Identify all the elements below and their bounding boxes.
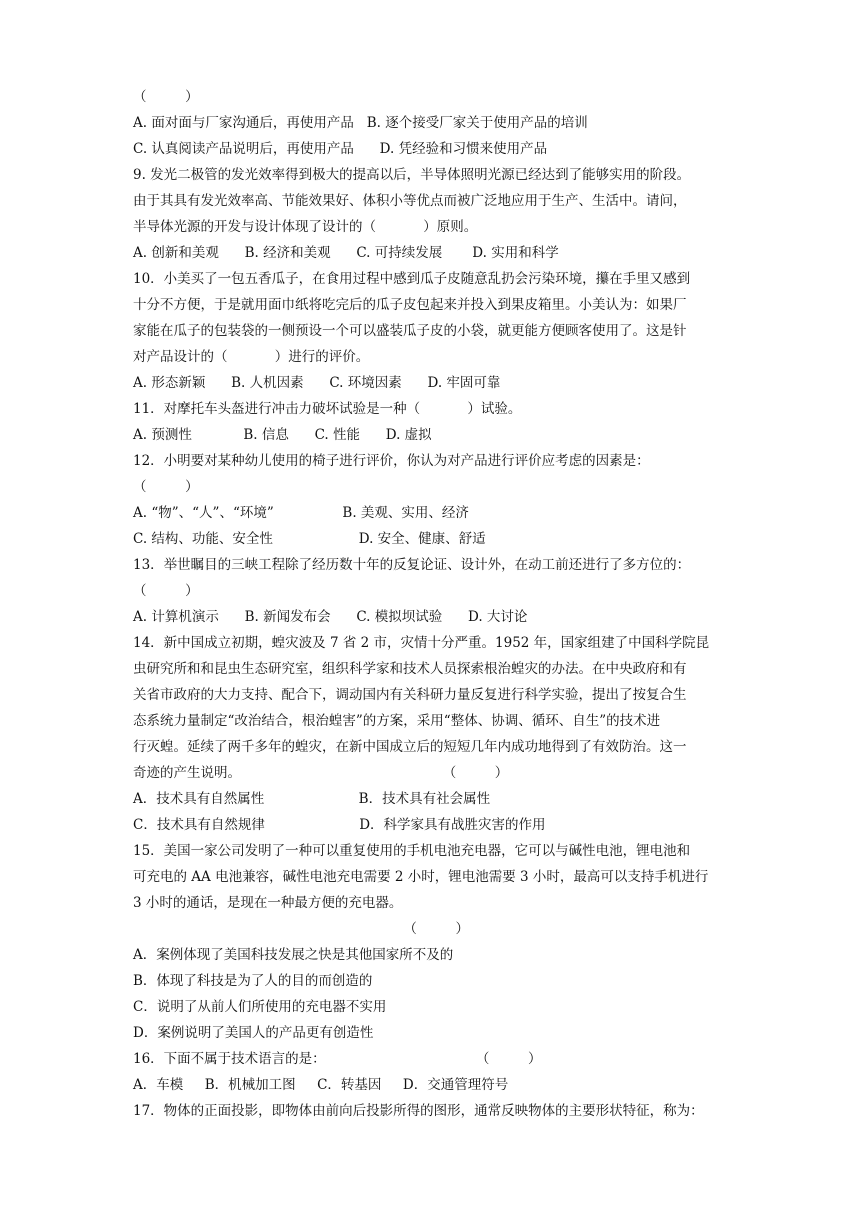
q15-option-d: D．案例说明了美国人的产品更有创造性 xyxy=(133,1025,374,1041)
q10-stem-line-1: 10．小美买了一包五香瓜子，在食用过程中感到瓜子皮随意乱扔会污染环境，攥在手里又感到 xyxy=(133,271,691,287)
q15-answer-blank: （ ） xyxy=(133,921,469,937)
q9-stem-line-3: 半导体光源的开发与设计体现了设计的（ ）原则。 xyxy=(133,219,478,235)
q14-options-cd: C．技术具有自然规律 D．科学家具有战胜灾害的作用 xyxy=(133,817,546,833)
q11-options: A. 预测性 B. 信息 C. 性能 D. 虚拟 xyxy=(133,427,432,443)
q12-stem: 12．小明要对某种幼儿使用的椅子进行评价，你认为对产品进行评价应考虑的因素是： xyxy=(133,453,650,469)
q9-stem-line-2: 由于其具有发光效率高、节能效果好、体积小等优点而被广泛地应用于生产、生活中。请问， xyxy=(133,193,687,209)
q17-stem: 17．物体的正面投影，即物体由前向后投影所得的图形，通常反映物体的主要形状特征，称为： xyxy=(133,1103,704,1119)
q12-options-ab: A. “物”、“人”、“环境” B. 美观、实用、经济 xyxy=(133,505,469,521)
q9-options: A. 创新和美观 B. 经济和美观 C. 可持续发展 D. 实用和科学 xyxy=(133,245,559,261)
q15-stem-line-3: 3 小时的通话，是现在一种最方便的充电器。 xyxy=(133,895,403,911)
q12-answer-blank: （ ） xyxy=(133,479,199,495)
q15-option-b: B．体现了科技是为了人的目的而创造的 xyxy=(133,973,373,989)
q14-stem-line-4: 态系统力量制定“改治结合，根治蝗害”的方案，采用“整体、协调、循环、自生”的技术进 xyxy=(133,713,661,729)
q15-stem-line-1: 15．美国一家公司发明了一种可以重复使用的手机电池充电器，它可以与碱性电池，锂电池和 xyxy=(133,843,691,859)
q10-stem-line-2: 十分不方便，于是就用面巾纸将吃完后的瓜子皮包起来并投入到果皮箱里。小美认为：如果厂 xyxy=(133,297,687,313)
q14-stem-line-5: 行灭蝗。延续了两千多年的蝗灾，在新中国成立后的短短几年内成功地得到了有效防治。这一 xyxy=(133,739,687,755)
q15-option-a: A．案例体现了美国科技发展之快是其他国家所不及的 xyxy=(133,947,454,963)
q14-stem-line-1: 14．新中国成立初期，蝗灾波及 7 省 2 市，灾情十分严重。1952 年，国家组建了中国科学院昆 xyxy=(133,635,710,651)
q8-options-cd: C. 认真阅读产品说明后，再使用产品 D. 凭经验和习惯来使用产品 xyxy=(133,141,548,157)
q15-stem-line-2: 可充电的 AA 电池兼容，碱性电池充电需要 2 小时，锂电池需要 3 小时，最高可以支持手机进行 xyxy=(133,869,709,885)
q12-options-cd: C. 结构、功能、安全性 D. 安全、健康、舒适 xyxy=(133,531,486,547)
q16-options: A．车模 B．机械加工图 C．转基因 D．交通管理符号 xyxy=(133,1077,509,1093)
q8-answer-blank: （ ） xyxy=(133,89,199,105)
q10-options: A. 形态新颖 B. 人机因素 C. 环境因素 D. 牢固可靠 xyxy=(133,375,501,391)
q9-stem-line-1: 9. 发光二极管的发光效率得到极大的提高以后，半导体照明光源已经达到了能够实用的阶段。 xyxy=(133,167,691,183)
q14-stem-line-6: 奇迹的产生说明。 （ ） xyxy=(133,765,509,781)
q11-stem: 11．对摩托车头盔进行冲击力破坏试验是一种（ ）试验。 xyxy=(133,401,522,417)
q10-stem-line-4: 对产品设计的（ ）进行的评价。 xyxy=(133,349,370,365)
q8-options-ab: A. 面对面与厂家沟通后，再使用产品 B. 逐个接受厂家关于使用产品的培训 xyxy=(133,115,588,131)
q15-option-c: C．说明了从前人们所使用的充电器不实用 xyxy=(133,999,387,1015)
question-text-column xyxy=(133,84,767,1124)
q16-stem: 16．下面不属于技术语言的是： （ ） xyxy=(133,1051,542,1067)
q14-stem-line-2: 虫研究所和和昆虫生态研究室，组织科学家和技术人员探索根治蝗灾的办法。在中央政府和有 xyxy=(133,661,687,677)
q14-stem-line-3: 关省市政府的大力支持、配合下，调动国内有关科研力量反复进行科学实验，提出了按复合生 xyxy=(133,687,687,703)
q13-stem: 13．举世瞩目的三峡工程除了经历数十年的反复论证、设计外，在动工前还进行了多方位的： xyxy=(133,557,691,573)
q14-options-ab: A．技术具有自然属性 B．技术具有社会属性 xyxy=(133,791,491,807)
q13-options: A. 计算机演示 B. 新闻发布会 C. 模拟坝试验 D. 大讨论 xyxy=(133,609,528,625)
q13-answer-blank: （ ） xyxy=(133,583,199,599)
q10-stem-line-3: 家能在瓜子的包装袋的一侧预设一个可以盛装瓜子皮的小袋，就更能方便顾客使用了。这是针 xyxy=(133,323,687,339)
